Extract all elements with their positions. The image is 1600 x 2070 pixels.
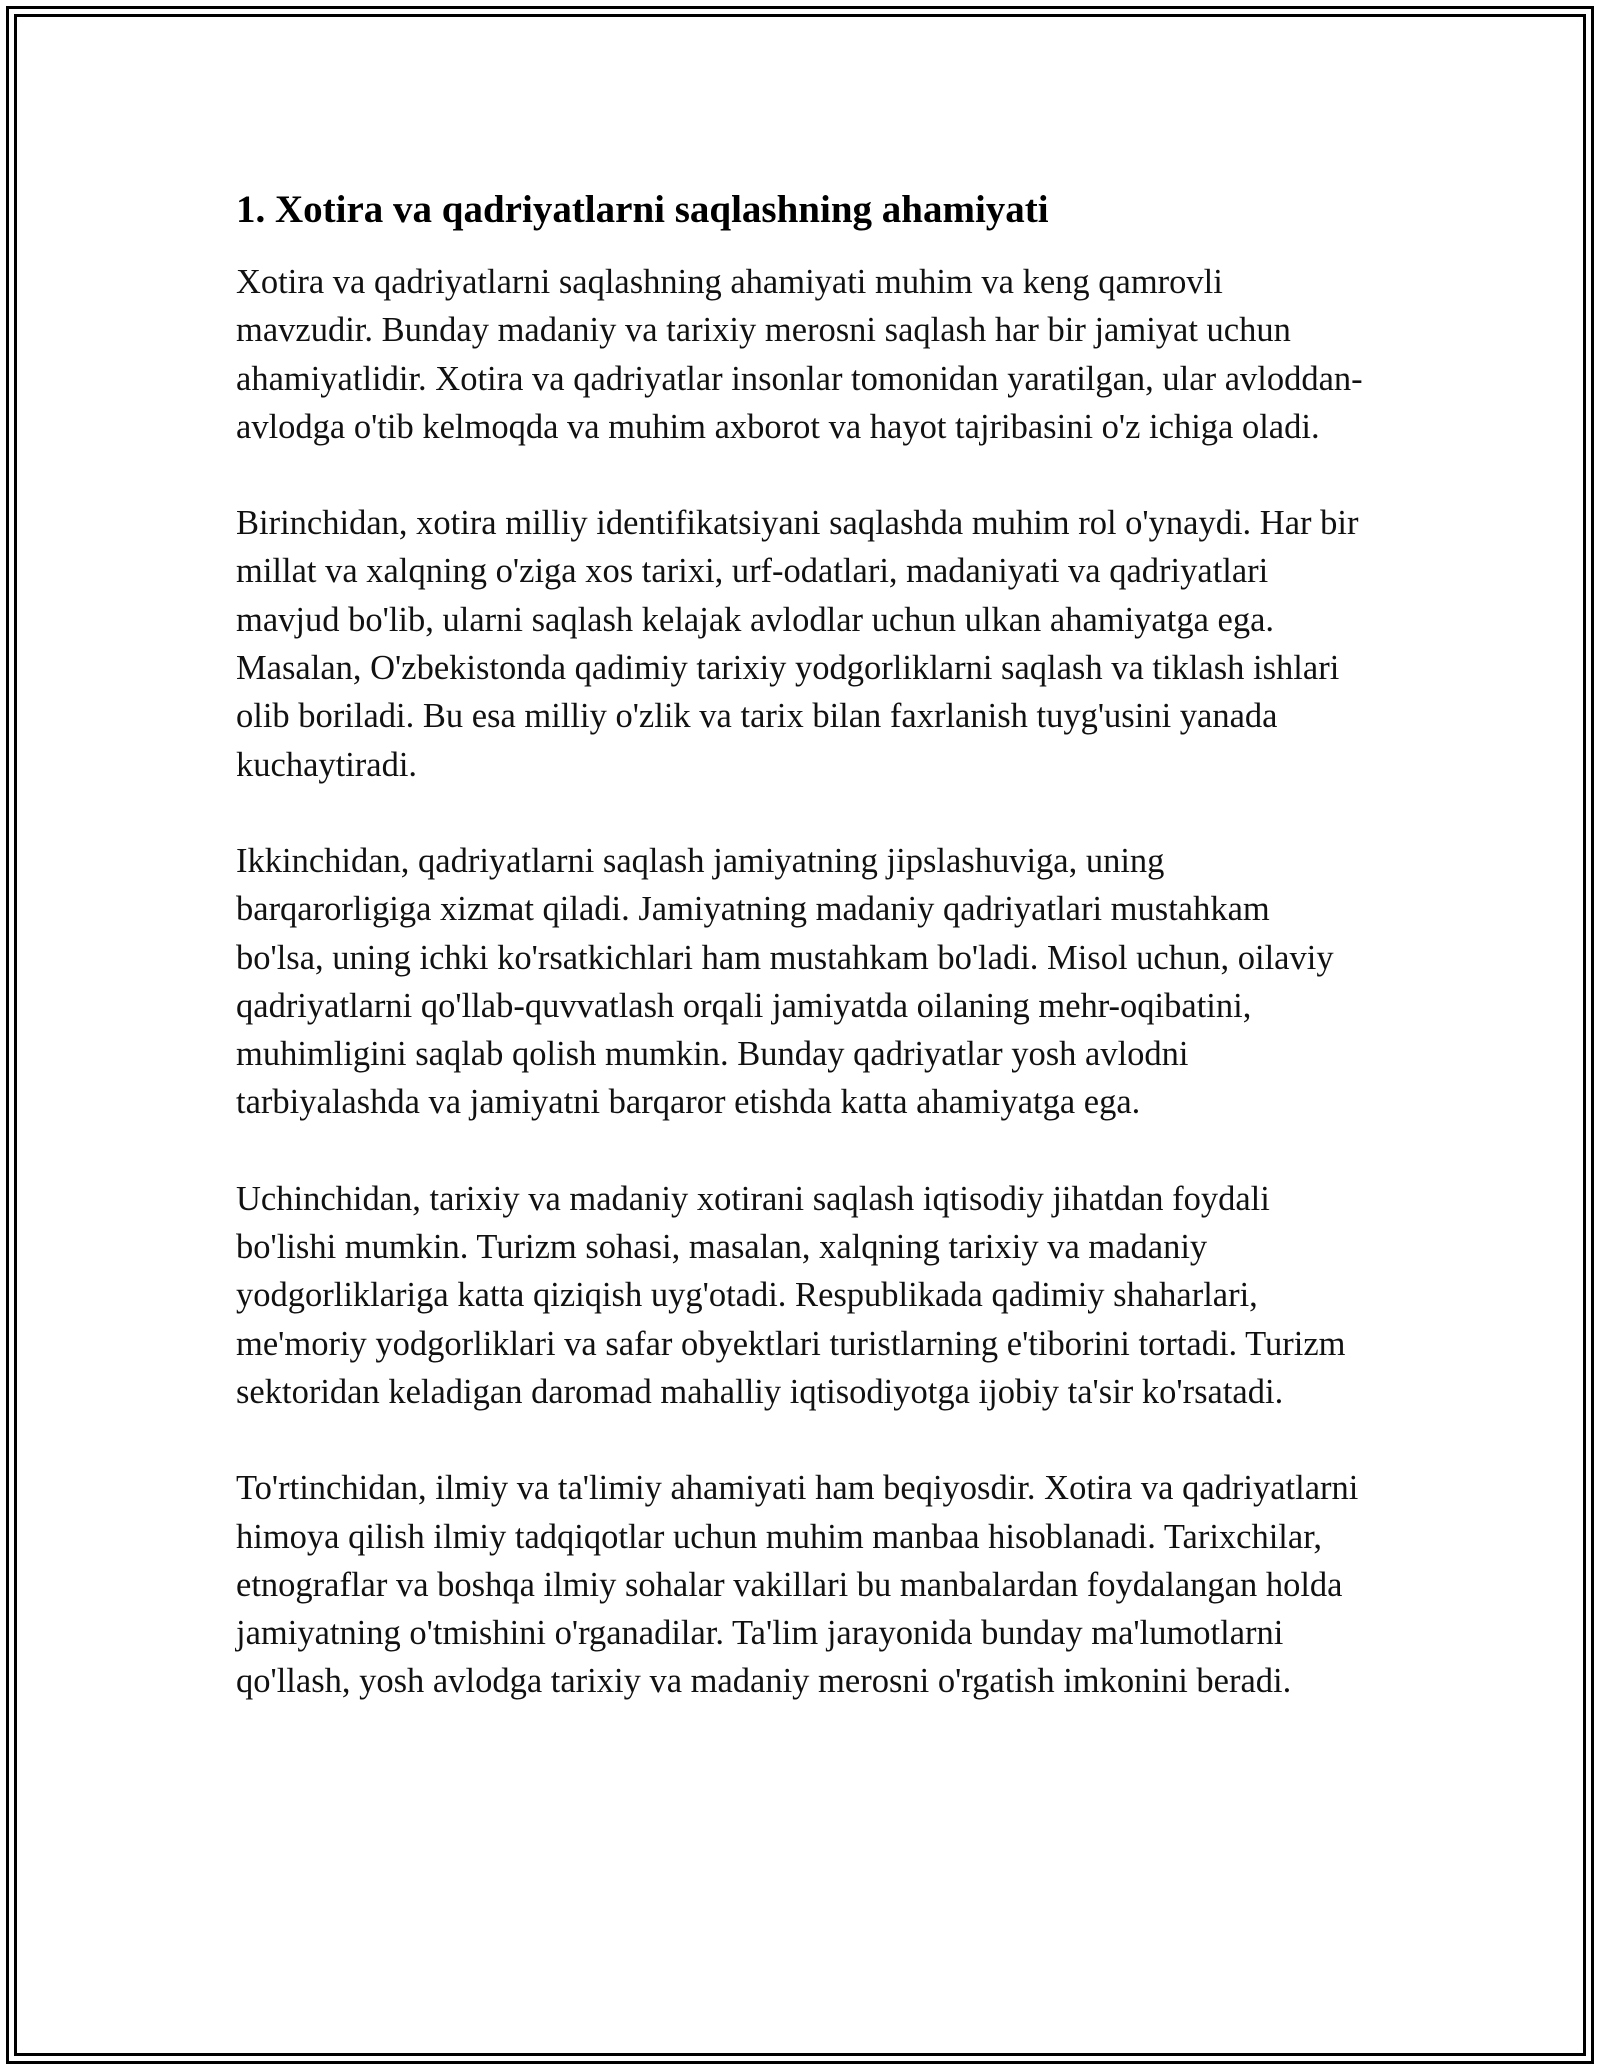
paragraph-fourth-point: To'rtinchidan, ilmiy va ta'limiy ahamiyati ham beqiyosdir. Xotira va qadriyatlarni himoya qilish ilmiy tadqiqotlar uchun muhim manbaa hisoblanadi. Tarixchilar, etnograflar va boshqa ilmiy sohalar vakillari bu manbalardan foydalangan holda jamiyatning o'tmishini o'rganadilar. Ta'lim jarayonida bunday ma'lumotlarni qo'llash, yosh avlodga tarixiy va madaniy merosni o'rgatish imkonini beradi. bbox=[236, 1469, 1359, 1701]
section-heading: 1. Xotira va qadriyatlarni saqlashning ahamiyati bbox=[236, 188, 1049, 231]
paragraph-second-point: Ikkinchidan, qadriyatlarni saqlash jamiyatning jipslashuviga, uning barqarorligiga xizmat qiladi. Jamiyatning madaniy qadriyatlari mustahkam bo'lsa, uning ichki ko'rsatkichlari ham mustahkam bo'ladi. Misol uchun, oilaviy qadriyatlarni qo'llab-quvvatlash orqali jamiyatda oilaning mehr-oqibatini, muhimligini saqlab qolish mumkin. Bunday qadriyatlar yosh avlodni tarbiyalashda va jamiyatni barqaror etishda katta ahamiyatga ega. bbox=[236, 841, 1334, 1122]
paragraph-first-point: Birinchidan, xotira milliy identifikatsiyani saqlashda muhim rol o'ynaydi. Har bir millat va xalqning o'ziga xos tarixi, urf-odatlari, madaniyati va qadriyatlari mavjud bo'lib, ularni saqlash kelajak avlodlar uchun ulkan ahamiyatga ega. Masalan, O'zbekistonda qadimiy tarixiy yodgorliklarni saqlash va tiklash ishlari olib boriladi. Bu esa milliy o'zlik va tarix bilan faxrlanish tuyg'usini yanada kuchaytiradi. bbox=[236, 504, 1359, 784]
paragraph-introduction: Xotira va qadriyatlarni saqlashning ahamiyati muhim va keng qamrovli mavzudir. Bunday madaniy va tarixiy merosni saqlash har bir jamiyat uchun ahamiyatlidir. Xotira va qadriyatlar insonlar tomonidan yaratilgan, ular avloddan-avlodga o'tib kelmoqda va muhim axborot va hayot tajribasini o'z ichiga oladi. bbox=[236, 263, 1363, 446]
document-body bbox=[236, 186, 1366, 1706]
paragraph-third-point: Uchinchidan, tarixiy va madaniy xotirani saqlash iqtisodiy jihatdan foydali bo'lishi mumkin. Turizm sohasi, masalan, xalqning tarixiy va madaniy yodgorliklariga katta qiziqish uyg'otadi. Respublikada qadimiy shaharlari, me'moriy yodgorliklari va safar obyektlari turistlarning e'tiborini tortadi. Turizm sektoridan keladigan daromad mahalliy iqtisodiyotga ijobiy ta'sir ko'rsatadi. bbox=[236, 1179, 1346, 1411]
